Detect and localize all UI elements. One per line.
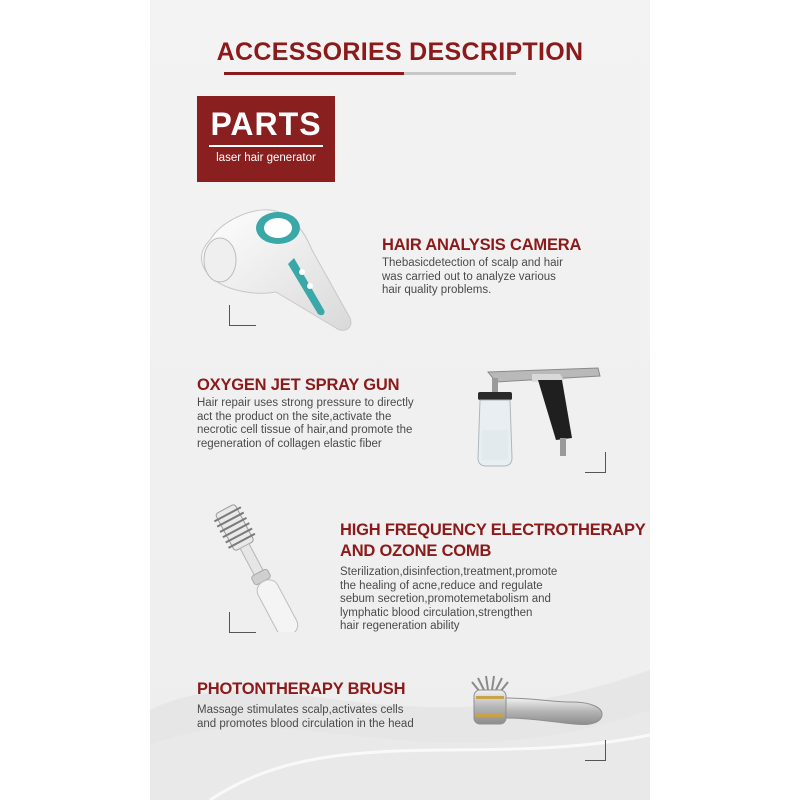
heading-line: AND OZONE COMB	[340, 542, 492, 560]
product-panel	[150, 0, 650, 800]
item-heading-spray-gun: OXYGEN JET SPRAY GUN	[197, 376, 400, 394]
heading-line: HIGH FREQUENCY ELECTROTHERAPY	[340, 521, 646, 539]
parts-badge-divider	[209, 145, 323, 147]
hair-analysis-camera-icon	[192, 200, 362, 336]
description-line: Thebasicdetection of scalp and hair	[382, 257, 563, 269]
description-line: Hair repair uses strong pressure to directly	[197, 397, 414, 409]
item-heading-comb	[340, 520, 646, 562]
description-line: lymphatic blood circulation,strengthen	[340, 606, 533, 619]
description-line: hair quality problems.	[382, 284, 492, 296]
item-description-brush	[197, 704, 414, 731]
description-line: Sterilization,disinfection,treatment,promote	[340, 566, 558, 578]
item-description-comb	[340, 566, 557, 634]
title-underline-grey	[404, 72, 516, 75]
title-underline-accent	[224, 72, 404, 75]
description-line: the healing of acne,reduce and regulate	[340, 579, 543, 592]
description-line: necrotic cell tissue of hair,and promote the	[197, 424, 413, 436]
photon-brush-icon	[462, 668, 608, 738]
item-heading-brush: PHOTONTHERAPY BRUSH	[197, 680, 406, 698]
item-description-camera	[382, 257, 563, 298]
corner-bracket	[585, 740, 606, 761]
description-line: sebum secretion,promotemetabolism and	[340, 593, 551, 605]
description-line: and promotes blood circulation in the head	[197, 717, 414, 730]
parts-badge-title: PARTS	[210, 106, 322, 142]
corner-bracket	[585, 452, 606, 473]
corner-bracket	[229, 305, 256, 326]
parts-badge-subtitle: laser hair generator	[216, 152, 316, 164]
parts-badge	[197, 96, 335, 182]
description-line: Massage stimulates scalp,activates cells	[197, 704, 404, 716]
ozone-comb-icon	[200, 492, 340, 632]
item-description-spray-gun	[197, 397, 414, 451]
corner-bracket	[229, 612, 256, 633]
description-line: was carried out to analyze various	[382, 270, 556, 283]
description-line: act the product on the site,activate the	[197, 410, 392, 423]
item-heading-camera: HAIR ANALYSIS CAMERA	[382, 236, 582, 254]
page-title: ACCESSORIES DESCRIPTION	[216, 38, 584, 66]
description-line: hair regeneration ability	[340, 620, 460, 632]
description-line: regeneration of collagen elastic fiber	[197, 437, 382, 450]
